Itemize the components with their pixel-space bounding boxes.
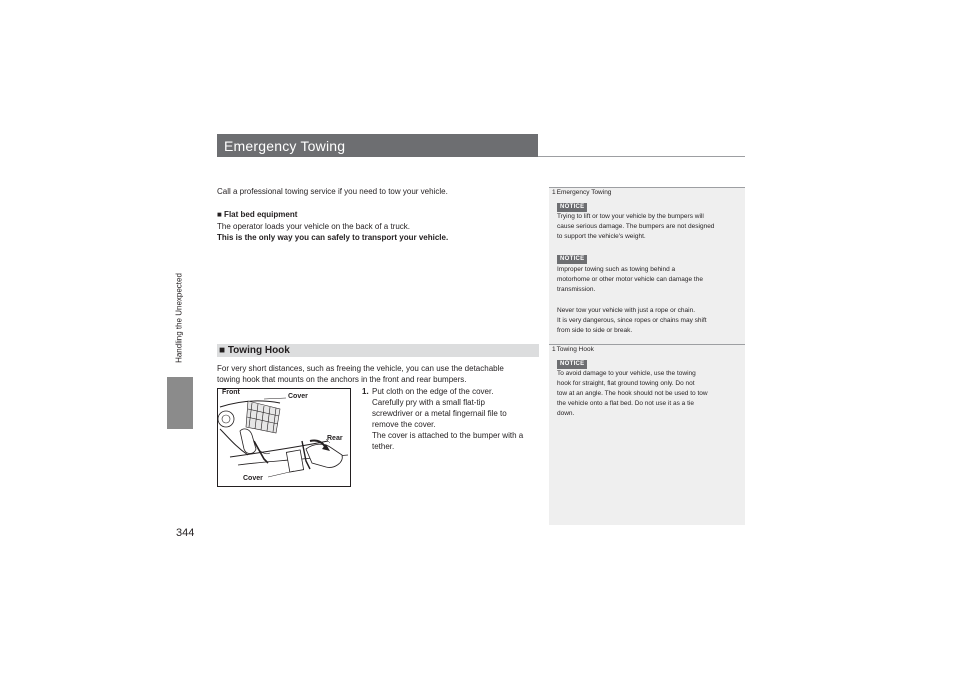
page-title: Emergency Towing (224, 138, 346, 154)
note-line: motorhome or other motor vehicle can damage the (557, 276, 703, 283)
note-2-notice-badge: NOTICE (557, 360, 587, 369)
note-1-notice-badge-1: NOTICE (557, 203, 587, 212)
illustration-label-rear: Rear (327, 435, 343, 442)
note-line: the vehicle onto a flat bed. Do not use it as a tie (557, 400, 694, 407)
note-line: hook for straight, flat ground towing only. Do not (557, 380, 695, 387)
note-1-text-3 (557, 306, 741, 336)
note-2-marker: 1 (552, 346, 556, 353)
note-1-rule (549, 187, 745, 188)
note-line: down. (557, 410, 575, 417)
illustration-label-cover-top: Cover (288, 393, 308, 400)
note-2-text (557, 369, 741, 419)
note-2-heading (552, 346, 594, 353)
step-line-4: remove the cover. (372, 420, 436, 429)
note-1-text-1 (557, 212, 741, 242)
step-line-1: Put cloth on the edge of the cover. (372, 387, 494, 396)
page-number: 344 (176, 527, 195, 539)
note-1-notice-badge-2: NOTICE (557, 255, 587, 264)
note-line: to support the vehicle's weight. (557, 233, 646, 240)
note-line: Trying to lift or tow your vehicle by the bumpers will (557, 213, 704, 220)
note-1-text-2 (557, 265, 741, 295)
note-1-heading (552, 189, 611, 196)
note-2-title: Towing Hook (556, 346, 594, 353)
section-heading-towing-hook: ■ Towing Hook (219, 345, 290, 356)
note-line: cause serious damage. The bumpers are not designed (557, 223, 715, 230)
note-1-title: Emergency Towing (556, 189, 612, 196)
towing-hook-intro-1: For very short distances, such as freeing the vehicle, you can use the detachable (217, 364, 504, 373)
note-line: tow at an angle. The hook should not be used to tow (557, 390, 708, 397)
illustration-label-front: Front (222, 389, 240, 396)
title-rule (538, 156, 745, 157)
note-2-rule (549, 344, 745, 345)
illustration-label-cover-bottom: Cover (243, 475, 263, 482)
note-line: Never tow your vehicle with just a rope or chain. (557, 307, 696, 314)
towing-hook-intro-2: towing hook that mounts on the anchors in the front and rear bumpers. (217, 375, 467, 384)
step-line-6: tether. (372, 442, 395, 451)
step-line-5: The cover is attached to the bumper with a (372, 431, 524, 440)
step-line-2: Carefully pry with a small flat-tip (372, 398, 485, 407)
intro-text: Call a professional towing service if you need to tow your vehicle. (217, 187, 448, 196)
flatbed-heading: ■ Flat bed equipment (217, 210, 298, 219)
flatbed-line-2: This is the only way you can safely to transport your vehicle. (217, 233, 449, 242)
step-number: 1. (362, 387, 369, 396)
note-line: To avoid damage to your vehicle, use the towing (557, 370, 696, 377)
step-line-3: screwdriver or a metal fingernail file to (372, 409, 507, 418)
note-line: transmission. (557, 286, 596, 293)
flatbed-line-1: The operator loads your vehicle on the back of a truck. (217, 222, 410, 231)
note-line: from side to side or break. (557, 327, 633, 334)
section-tab-marker (167, 377, 193, 429)
note-1-marker: 1 (552, 189, 556, 196)
chapter-side-label: Handling the Unexpected (174, 273, 184, 363)
note-line: Improper towing such as towing behind a (557, 266, 676, 273)
note-line: It is very dangerous, since ropes or chains may shift (557, 317, 707, 324)
